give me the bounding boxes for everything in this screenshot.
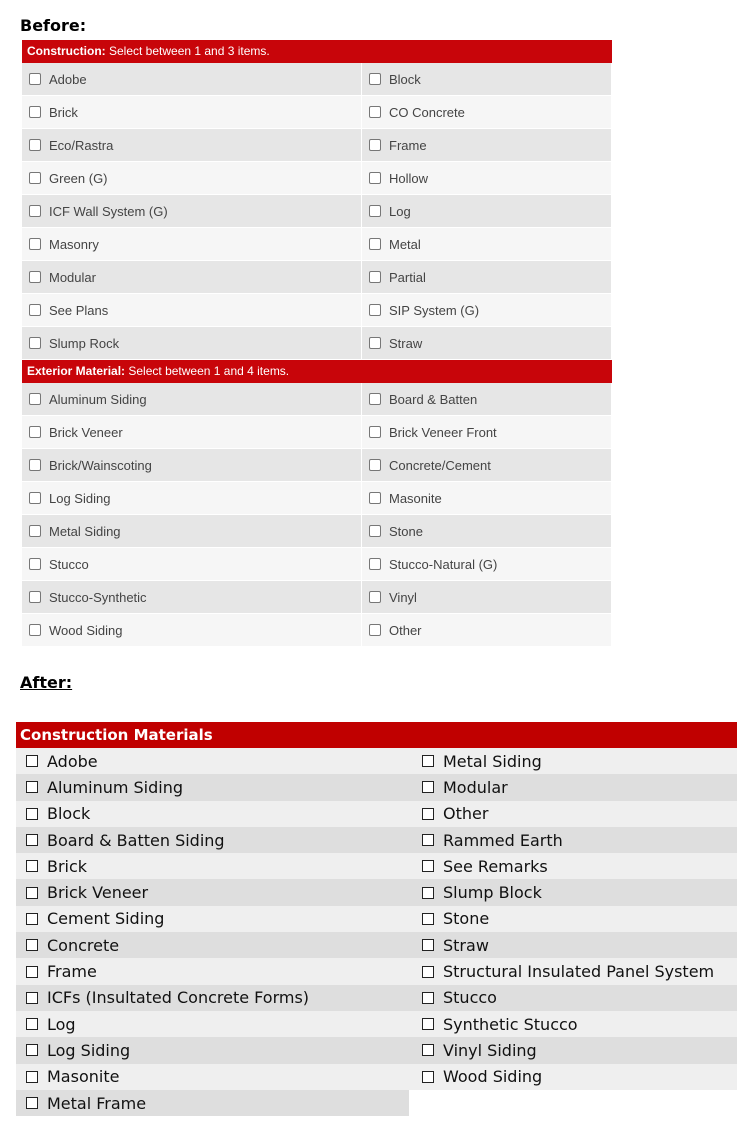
- checkbox[interactable]: [29, 139, 41, 151]
- checkbox-option[interactable]: [16, 774, 409, 800]
- checkbox[interactable]: [26, 860, 38, 872]
- checkbox[interactable]: [369, 459, 381, 471]
- checkbox-label: Block: [389, 71, 421, 87]
- checkbox-option[interactable]: [409, 985, 737, 1011]
- checkbox[interactable]: [29, 459, 41, 471]
- checkbox[interactable]: [26, 1044, 38, 1056]
- checkbox-label: Concrete: [47, 935, 120, 955]
- checkbox[interactable]: [422, 834, 434, 846]
- checkbox-option[interactable]: [409, 906, 737, 932]
- section-title-bold: Construction:: [27, 44, 106, 58]
- checkbox[interactable]: [369, 426, 381, 438]
- checkbox-option[interactable]: [409, 932, 737, 958]
- checkbox-label: Vinyl: [389, 589, 417, 605]
- checkbox-option[interactable]: [16, 853, 409, 879]
- checkbox-option[interactable]: [362, 96, 612, 129]
- checkbox[interactable]: [29, 172, 41, 184]
- checkbox-label: Other: [443, 804, 489, 824]
- checkbox-label: Stucco-Synthetic: [49, 589, 147, 605]
- checkbox-label: Log Siding: [49, 490, 111, 506]
- checkbox-option[interactable]: [362, 195, 612, 228]
- checkbox-option[interactable]: [16, 906, 409, 932]
- checkbox[interactable]: [29, 238, 41, 250]
- checkbox[interactable]: [26, 913, 38, 925]
- checkbox-label: Log: [47, 1014, 76, 1034]
- construction-section-header: [22, 40, 612, 63]
- checkbox-label: Wood Siding: [49, 622, 123, 638]
- checkbox-option[interactable]: [362, 129, 612, 162]
- checkbox-option[interactable]: [409, 1037, 737, 1063]
- checkbox[interactable]: [422, 992, 434, 1004]
- checkbox-option[interactable]: [16, 1090, 409, 1116]
- checkbox-option[interactable]: [362, 261, 612, 294]
- checkbox-label: Metal Siding: [49, 523, 121, 539]
- checkbox[interactable]: [29, 106, 41, 118]
- checkbox[interactable]: [422, 1018, 434, 1030]
- checkbox-option[interactable]: [362, 581, 612, 614]
- construction-materials-header: Construction Materials: [16, 722, 737, 748]
- checkbox-option[interactable]: [22, 515, 362, 548]
- before-heading: Before:: [20, 16, 87, 35]
- construction-options-grid: [22, 63, 612, 360]
- checkbox-label: Brick/Wainscoting: [49, 457, 152, 473]
- checkbox-option[interactable]: [16, 1064, 409, 1090]
- checkbox-option[interactable]: [362, 162, 612, 195]
- checkbox-option[interactable]: [22, 449, 362, 482]
- checkbox-option[interactable]: [16, 827, 409, 853]
- checkbox[interactable]: [369, 205, 381, 217]
- checkbox-option[interactable]: [362, 383, 612, 416]
- checkbox-option[interactable]: [362, 614, 612, 647]
- checkbox-label: Metal Frame: [47, 1093, 147, 1113]
- checkbox-label: Board & Batten: [389, 391, 478, 407]
- checkbox-option[interactable]: [16, 1037, 409, 1063]
- checkbox[interactable]: [26, 781, 38, 793]
- checkbox-option[interactable]: [16, 1011, 409, 1037]
- checkbox[interactable]: [29, 271, 41, 283]
- checkbox-option[interactable]: [16, 932, 409, 958]
- checkbox-option[interactable]: [22, 416, 362, 449]
- checkbox-option[interactable]: [22, 261, 362, 294]
- checkbox-label: SIP System (G): [389, 302, 480, 318]
- checkbox-label: Modular: [443, 777, 508, 797]
- checkbox-option[interactable]: [409, 958, 737, 984]
- exterior-material-options-grid: [22, 383, 612, 647]
- section-title-bold: Exterior Material:: [27, 364, 126, 378]
- checkbox-option[interactable]: [16, 801, 409, 827]
- checkbox-option[interactable]: [362, 416, 612, 449]
- checkbox[interactable]: [369, 558, 381, 570]
- checkbox[interactable]: [26, 834, 38, 846]
- checkbox[interactable]: [422, 808, 434, 820]
- checkbox[interactable]: [369, 73, 381, 85]
- checkbox-label: Aluminum Siding: [47, 777, 184, 797]
- checkbox-option[interactable]: [22, 581, 362, 614]
- checkbox[interactable]: [26, 966, 38, 978]
- section-title-instructions: Select between 1 and 4 items.: [125, 364, 290, 378]
- empty-cell: [409, 1090, 737, 1116]
- checkbox-label: See Plans: [49, 302, 109, 318]
- checkbox-label: Slump Block: [443, 883, 542, 903]
- after-form: [16, 722, 737, 1116]
- checkbox-label: Wood Siding: [443, 1067, 543, 1087]
- checkbox[interactable]: [422, 781, 434, 793]
- checkbox-label: Masonite: [47, 1067, 120, 1087]
- checkbox[interactable]: [422, 755, 434, 767]
- checkbox[interactable]: [369, 106, 381, 118]
- checkbox[interactable]: [26, 1071, 38, 1083]
- checkbox-option[interactable]: [22, 228, 362, 261]
- checkbox[interactable]: [369, 304, 381, 316]
- checkbox-label: ICFs (Insultated Concrete Forms): [47, 988, 310, 1008]
- checkbox-label: Masonry: [49, 236, 99, 252]
- checkbox-option[interactable]: [22, 162, 362, 195]
- checkbox[interactable]: [369, 624, 381, 636]
- checkbox-option[interactable]: [22, 614, 362, 647]
- checkbox-option[interactable]: [362, 294, 612, 327]
- after-heading: After:: [20, 673, 73, 692]
- checkbox-label: CO Concrete: [389, 104, 465, 120]
- checkbox[interactable]: [26, 1097, 38, 1109]
- checkbox[interactable]: [29, 205, 41, 217]
- checkbox[interactable]: [422, 887, 434, 899]
- checkbox-label: Hollow: [389, 170, 429, 186]
- checkbox-label: Straw: [443, 935, 489, 955]
- checkbox-label: Slump Rock: [49, 335, 120, 351]
- checkbox-label: Metal Siding: [443, 751, 542, 771]
- checkbox-option[interactable]: [22, 482, 362, 515]
- checkbox-option[interactable]: [409, 801, 737, 827]
- checkbox[interactable]: [26, 939, 38, 951]
- before-form: [22, 40, 612, 647]
- checkbox-label: Adobe: [49, 71, 87, 87]
- checkbox-label: See Remarks: [443, 856, 548, 876]
- checkbox-label: Stone: [443, 909, 490, 929]
- checkbox-label: Log: [389, 203, 411, 219]
- checkbox[interactable]: [369, 172, 381, 184]
- checkbox[interactable]: [29, 304, 41, 316]
- checkbox-option[interactable]: [409, 827, 737, 853]
- checkbox-label: Log Siding: [47, 1040, 131, 1060]
- checkbox-option[interactable]: [22, 548, 362, 581]
- checkbox-option[interactable]: [362, 515, 612, 548]
- checkbox[interactable]: [26, 808, 38, 820]
- checkbox-option[interactable]: [16, 879, 409, 905]
- checkbox-label: Aluminum Siding: [49, 391, 147, 407]
- checkbox[interactable]: [422, 939, 434, 951]
- checkbox-label: Vinyl Siding: [443, 1040, 537, 1060]
- checkbox-label: Brick: [47, 856, 88, 876]
- checkbox-option[interactable]: [362, 228, 612, 261]
- checkbox[interactable]: [422, 860, 434, 872]
- checkbox-option[interactable]: [22, 294, 362, 327]
- checkbox-option[interactable]: [22, 129, 362, 162]
- checkbox-option[interactable]: [409, 774, 737, 800]
- checkbox[interactable]: [422, 966, 434, 978]
- checkbox-label: Stucco: [443, 988, 497, 1008]
- checkbox-label: Frame: [47, 962, 97, 982]
- checkbox[interactable]: [29, 525, 41, 537]
- checkbox[interactable]: [29, 426, 41, 438]
- checkbox-option[interactable]: [362, 482, 612, 515]
- checkbox-option[interactable]: [409, 879, 737, 905]
- checkbox[interactable]: [29, 337, 41, 349]
- checkbox-label: Stone: [389, 523, 423, 539]
- checkbox[interactable]: [26, 887, 38, 899]
- checkbox-label: Structural Insulated Panel System: [443, 962, 715, 982]
- checkbox[interactable]: [29, 73, 41, 85]
- checkbox-option[interactable]: [362, 449, 612, 482]
- checkbox[interactable]: [369, 238, 381, 250]
- checkbox[interactable]: [369, 139, 381, 151]
- checkbox[interactable]: [26, 1018, 38, 1030]
- checkbox-label: Straw: [389, 335, 423, 351]
- checkbox-option[interactable]: [22, 383, 362, 416]
- checkbox-label: Concrete/Cement: [389, 457, 491, 473]
- checkbox-label: Synthetic Stucco: [443, 1014, 578, 1034]
- checkbox[interactable]: [369, 393, 381, 405]
- checkbox-label: Board & Batten Siding: [47, 830, 225, 850]
- exterior-material-section-header: [22, 360, 612, 383]
- checkbox-label: Other: [389, 622, 422, 638]
- checkbox-option[interactable]: [22, 63, 362, 96]
- checkbox[interactable]: [369, 525, 381, 537]
- checkbox[interactable]: [26, 755, 38, 767]
- checkbox[interactable]: [369, 591, 381, 603]
- checkbox-label: Stucco: [49, 556, 89, 572]
- checkbox-label: Modular: [49, 269, 96, 285]
- checkbox-option[interactable]: [16, 748, 409, 774]
- checkbox-label: Eco/Rastra: [49, 137, 114, 153]
- checkbox-option[interactable]: [409, 1064, 737, 1090]
- checkbox[interactable]: [422, 1044, 434, 1056]
- checkbox[interactable]: [422, 913, 434, 925]
- checkbox[interactable]: [29, 492, 41, 504]
- checkbox-option[interactable]: [16, 958, 409, 984]
- checkbox-label: Block: [47, 804, 91, 824]
- checkbox-label: Cement Siding: [47, 909, 165, 929]
- checkbox-label: ICF Wall System (G): [49, 203, 168, 219]
- checkbox[interactable]: [369, 492, 381, 504]
- checkbox-option[interactable]: [409, 748, 737, 774]
- checkbox-option[interactable]: [362, 548, 612, 581]
- checkbox-option[interactable]: [362, 63, 612, 96]
- checkbox[interactable]: [422, 1071, 434, 1083]
- checkbox-label: Green (G): [49, 170, 108, 186]
- checkbox-label: Rammed Earth: [443, 830, 563, 850]
- checkbox[interactable]: [29, 591, 41, 603]
- checkbox-option[interactable]: [22, 327, 362, 360]
- checkbox[interactable]: [29, 558, 41, 570]
- checkbox[interactable]: [29, 624, 41, 636]
- checkbox-label: Brick: [49, 104, 78, 120]
- checkbox-option[interactable]: [22, 96, 362, 129]
- checkbox-option[interactable]: [409, 1011, 737, 1037]
- checkbox-option[interactable]: [409, 853, 737, 879]
- section-title-instructions: Select between 1 and 3 items.: [105, 44, 270, 58]
- checkbox-option[interactable]: [16, 985, 409, 1011]
- checkbox-label: Brick Veneer: [49, 424, 123, 440]
- checkbox-label: Partial: [389, 269, 426, 285]
- checkbox-option[interactable]: [22, 195, 362, 228]
- checkbox-label: Stucco-Natural (G): [389, 556, 498, 572]
- checkbox-label: Masonite: [389, 490, 442, 506]
- checkbox-label: Brick Veneer: [47, 883, 149, 903]
- checkbox[interactable]: [29, 393, 41, 405]
- checkbox[interactable]: [26, 992, 38, 1004]
- checkbox-label: Adobe: [47, 751, 98, 771]
- checkbox[interactable]: [369, 337, 381, 349]
- checkbox-label: Metal: [389, 236, 421, 252]
- checkbox-label: Brick Veneer Front: [389, 424, 497, 440]
- checkbox[interactable]: [369, 271, 381, 283]
- checkbox-option[interactable]: [362, 327, 612, 360]
- construction-materials-options-grid: [16, 748, 737, 1116]
- checkbox-label: Frame: [389, 137, 427, 153]
